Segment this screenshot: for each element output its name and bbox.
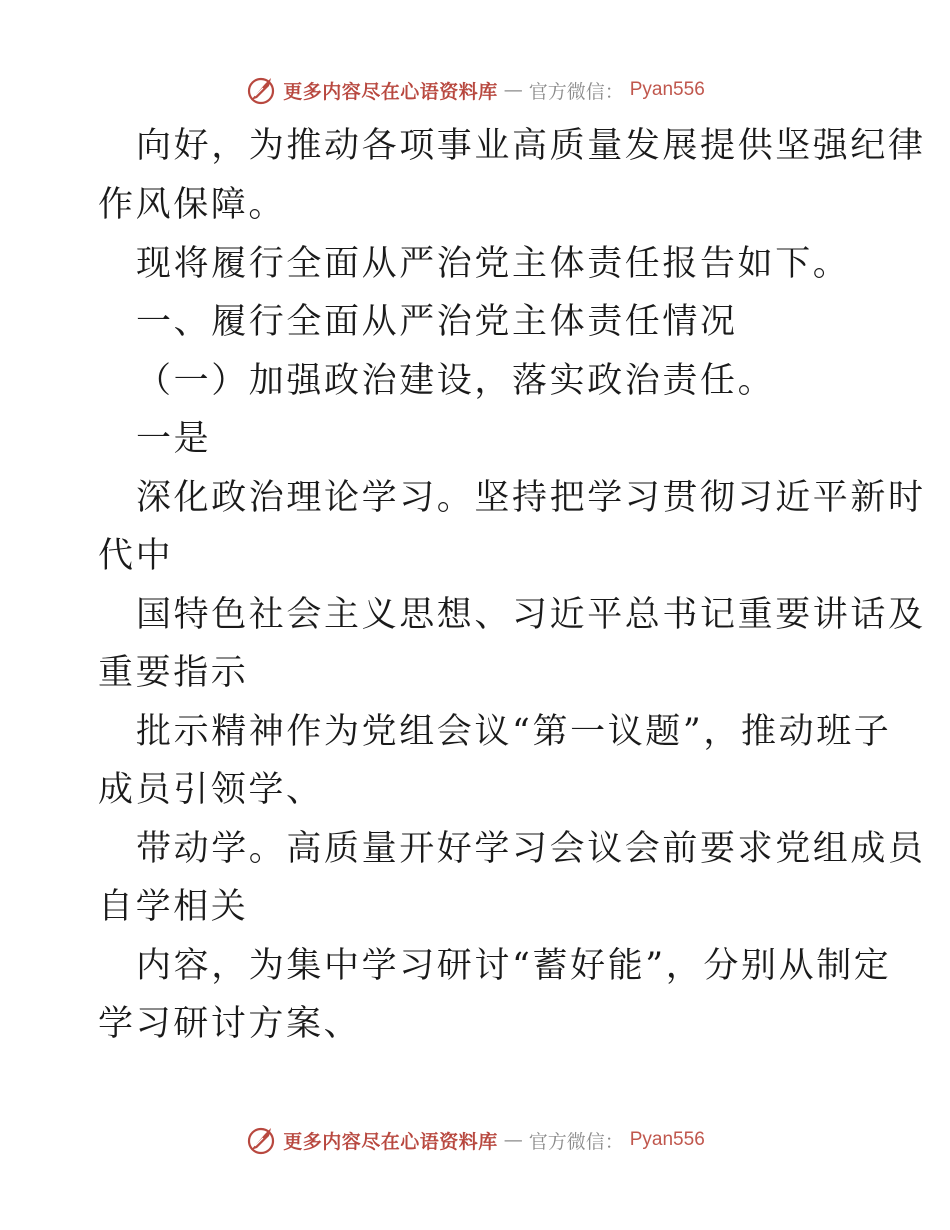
body-line: 向好，为推动各项事业高质量发展提供坚强纪律 [136, 126, 926, 166]
watermark-site-text: 更多内容尽在心语资料库 [283, 80, 498, 103]
watermark-id: Pyan556 [629, 79, 705, 100]
watermark-site-text: 更多内容尽在心语资料库 [283, 1130, 498, 1153]
watermark-dash: — [503, 79, 523, 101]
body-line: 一是 [136, 419, 212, 459]
body-line: 成员引领学、 [98, 770, 324, 810]
body-line: 重要指示 [98, 653, 249, 693]
body-line: 作风保障。 [98, 185, 287, 225]
quill-logo-icon [245, 74, 277, 106]
subsection-heading: （一）加强政治建设，落实政治责任。 [136, 361, 776, 401]
section-heading: 一、履行全面从严治党主体责任情况 [136, 302, 738, 342]
body-line: 带动学。高质量开好学习会议会前要求党组成员 [136, 829, 926, 869]
watermark-label: 官方微信： [528, 80, 624, 103]
watermark-id: Pyan556 [629, 1129, 705, 1150]
body-line: 自学相关 [98, 887, 249, 927]
body-line: 学习研讨方案、 [98, 1004, 362, 1044]
watermark-dash: — [503, 1129, 523, 1151]
body-line: 深化政治理论学习。坚持把学习贯彻习近平新时 [136, 478, 926, 518]
body-line: 内容，为集中学习研讨“蓄好能”，分别从制定 [136, 946, 892, 986]
body-line: 国特色社会主义思想、习近平总书记重要讲话及 [136, 595, 926, 635]
body-line: 批示精神作为党组会议“第一议题”，推动班子 [136, 712, 892, 752]
quill-logo-icon [245, 1124, 277, 1156]
watermark-label: 官方微信： [528, 1130, 624, 1153]
header-watermark [0, 70, 950, 110]
footer-watermark [0, 1120, 950, 1160]
body-line: 现将履行全面从严治党主体责任报告如下。 [136, 244, 851, 284]
body-line: 代中 [98, 536, 174, 576]
